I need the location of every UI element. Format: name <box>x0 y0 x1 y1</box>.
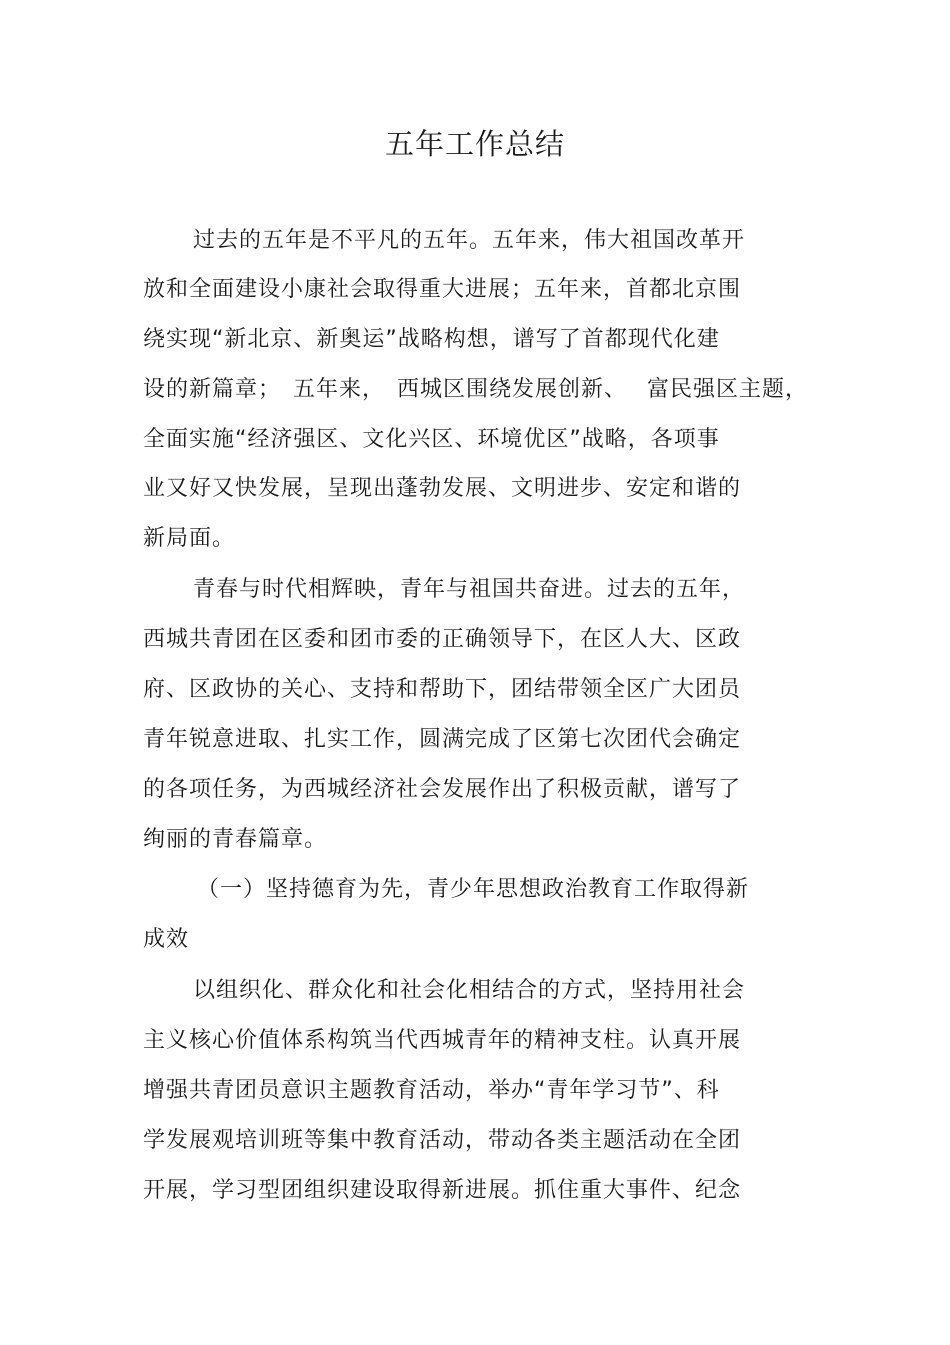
text-line: 的各项任务，为西城经济社会发展作出了积极贡献，谱写了 <box>143 777 742 802</box>
section-heading: 成效 <box>143 927 190 952</box>
text-line: 青春与时代相辉映，青年与祖国共奋进。过去的五年， <box>193 577 746 602</box>
text-line: 主义核心价值体系构筑当代西城青年的精神支柱。认真开展 <box>143 1028 742 1053</box>
text-line: 以组织化、群众化和社会化相结合的方式，坚持用社会 <box>193 978 746 1003</box>
text-line: 学发展观培训班等集中教育活动，带动各类主题活动在全团 <box>143 1128 742 1153</box>
text-line: 业又好又快发展，呈现出蓬勃发展、文明进步、安定和谐的 <box>143 476 742 501</box>
text-line: 新局面。 <box>143 526 236 551</box>
text-line: 过去的五年是不平凡的五年。五年来，伟大祖国改革开 <box>193 228 746 253</box>
text-line: 全面实施“经济强区、文化兴区、环境优区”战略，各项事 <box>143 427 720 452</box>
text-line: 绕实现“新北京、新奥运”战略构想，谱写了首都现代化建 <box>143 327 720 352</box>
text-line: 西城共青团在区委和团市委的正确领导下，在区人大、区政 <box>143 627 742 652</box>
document-title: 五年工作总结 <box>384 127 565 161</box>
text-line: 绚丽的青春篇章。 <box>143 827 328 852</box>
section-heading: （一）坚持德育为先，青少年思想政治教育工作取得新 <box>197 877 750 902</box>
text-line: 设的新篇章； 五年来， 西城区围绕发展创新、 富民强区主题， <box>143 377 808 402</box>
text-line: 府、区政协的关心、支持和帮助下，团结带领全区广大团员 <box>143 677 742 702</box>
text-line: 青年锐意进取、扎实工作，圆满完成了区第七次团代会确定 <box>143 727 742 752</box>
text-line: 放和全面建设小康社会取得重大进展；五年来，首都北京围 <box>143 277 742 302</box>
text-line: 增强共青团员意识主题教育活动，举办“青年学习节”、科 <box>143 1078 720 1103</box>
text-line: 开展，学习型团组织建设取得新进展。抓住重大事件、纪念 <box>143 1178 742 1203</box>
